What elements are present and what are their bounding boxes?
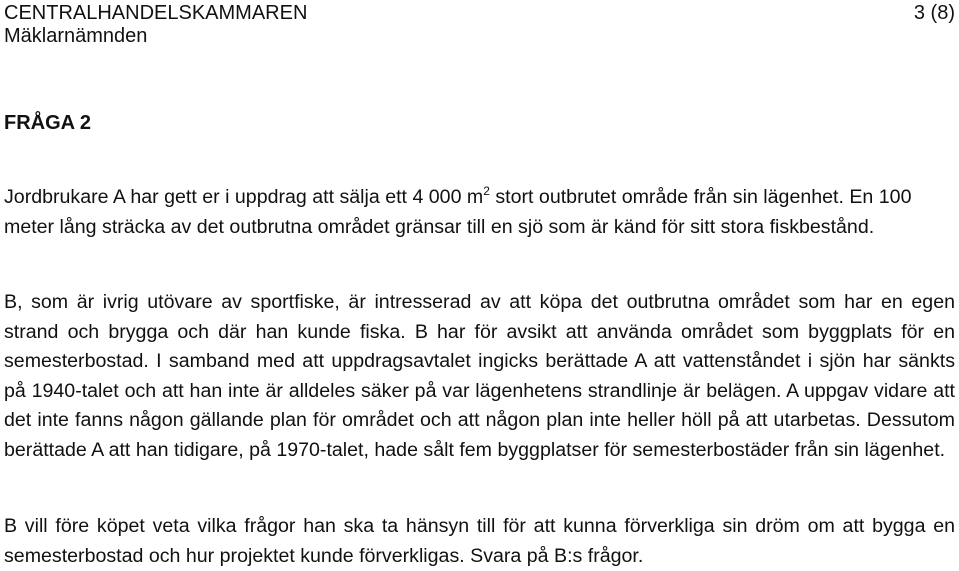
paragraph-text: stort outbrutet område från sin lägenhet. En 100 meter lång sträcka av det outbrutna området gränsar till en sjö som är känd för sitt stora fiskbestånd. xyxy=(4,186,912,238)
paragraph-buyer: B, som är ivrig utövare av sportfiske, är intresserad av att köpa det outbrutna området som har en egen strand och brygga och där han kunde fiska. B har för avsikt att använda området som byggplats för en semesterbostad. I samband med att uppdragsavtalet ingicks berättade A att vattenståndet i sjön har sänkts på 1940-talet och att han inte är alldeles säker på var lägenhetens strandlinje är belägen. A uppgav vidare att det inte fanns någon gällande plan för området och att någon plan inte heller höll på att utarbetas. Dessutom berättade A att han tidigare, på 1970-talet, hade sålt fem byggplatser för semesterbostäder från sin lägenhet. xyxy=(4,291,955,461)
unit-exponent: 2 xyxy=(483,184,490,198)
paragraph-assignment xyxy=(4,183,955,242)
paragraph-text: Jordbrukare A har gett er i uppdrag att sälja ett 4 000 m xyxy=(4,186,484,208)
question-title: FRÅGA 2 xyxy=(4,112,92,134)
department-name: Mäklarnämnden xyxy=(4,25,148,47)
organization-name: CENTRALHANDELSKAMMAREN xyxy=(4,2,308,24)
page-number: 3 (8) xyxy=(913,2,955,24)
paragraph-question: B vill före köpet veta vilka frågor han ska ta hänsyn till för att kunna förverkliga sin dröm om att bygga en semesterbostad och hur projektet kunde förverkligas. Svara på B:s frågor. xyxy=(4,515,955,567)
